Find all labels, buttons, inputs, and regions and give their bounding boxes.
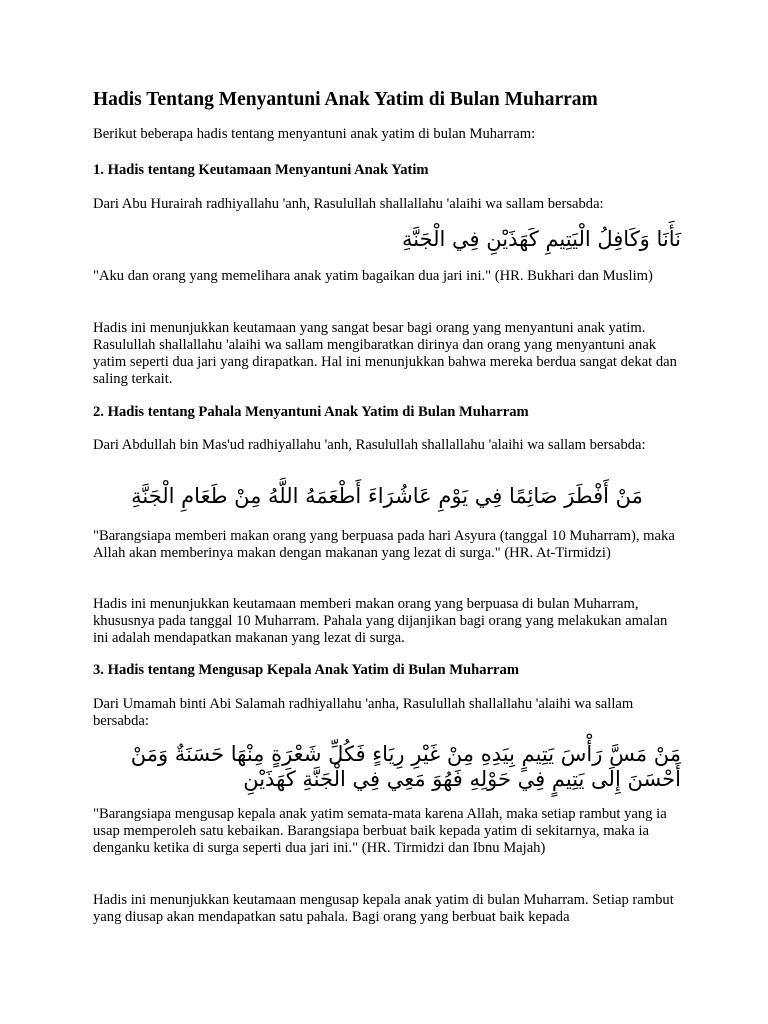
section-1-arabic: نَأَنَا وَكَافِلُ الْيَتِيمِ كَهَذَيْنِ فِي الْجَنَّةِ: [401, 227, 681, 251]
section-3-translation: "Barangsiapa mengusap kepala anak yatim semata-mata karena Allah, maka setiap rambut yang ia usap memperoleh satu kebaikan. Barangsiapa berbuat baik kepada yatim di sekitarnya, maka ia denganku ketika di surga seperti dua jari ini." (HR. Tirmidzi dan Ibnu Majah): [93, 806, 667, 856]
section-3-arabic: مَنْ مَسَّ رَأْسَ يَتِيمٍ بِيَدِهِ مِنْ غَيْرِ رِيَاءٍ فَكُلِّ شَعْرَةٍ مِنْهَا حَسَنَةٌ وَمَنْ أَحْسَنَ إِلَى يَتِيمٍ فِي حَوْلِهِ فَهُوَ مَعِي فِي الْجَنَّةِ كَهَذَيْنِ: [130, 742, 681, 791]
section-3-heading: 3. Hadis tentang Mengusap Kepala Anak Yatim di Bulan Muharram: [93, 662, 519, 678]
section-3-narration: Dari Umamah binti Abi Salamah radhiyallahu 'anha, Rasulullah shallallahu 'alaihi wa sallam bersabda:: [93, 696, 634, 729]
section-2-narration: Dari Abdullah bin Mas'ud radhiyallahu 'anh, Rasulullah shallallahu 'alaihi wa sallam bersabda:: [93, 437, 646, 453]
intro-text: Berikut beberapa hadis tentang menyantuni anak yatim di bulan Muharram:: [93, 126, 536, 142]
page-title: Hadis Tentang Menyantuni Anak Yatim di Bulan Muharram: [93, 89, 598, 110]
section-1-narration: Dari Abu Hurairah radhiyallahu 'anh, Rasulullah shallallahu 'alaihi wa sallam bersabda:: [93, 196, 604, 212]
section-1-explanation: Hadis ini menunjukkan keutamaan yang sangat besar bagi orang yang menyantuni anak yatim. Rasulullah shallallahu 'alaihi wa sallam mengibaratkan dirinya dan orang yang menyantuni anak yatim seperti dua jari yang dirapatkan. Hal ini menunjukkan bahwa mereka berdua sangat dekat dan saling terkait.: [93, 320, 677, 387]
section-2-explanation: Hadis ini menunjukkan keutamaan memberi makan orang yang berpuasa di bulan Muharram, khususnya pada tanggal 10 Muharram. Pahala yang dijanjikan bagi orang yang melakukan amalan ini adalah mendapatkan makanan yang lezat di surga.: [93, 596, 668, 646]
section-1-translation: "Aku dan orang yang memelihara anak yatim bagaikan dua jari ini." (HR. Bukhari dan Muslim): [93, 268, 653, 284]
section-2-translation: "Barangsiapa memberi makan orang yang berpuasa pada hari Asyura (tanggal 10 Muharram), maka Allah akan memberinya makan dengan makanan yang lezat di surga." (HR. At-Tirmidzi): [93, 528, 675, 561]
section-3-explanation: Hadis ini menunjukkan keutamaan mengusap kepala anak yatim di bulan Muharram. Setiap rambut yang diusap akan mendapatkan satu pahala. Bagi orang yang berbuat baik kepada: [93, 892, 674, 925]
section-2-arabic: مَنْ أَفْطَرَ صَائِمًا فِي يَوْمِ عَاشُرَاءَ أَطْعَمَهُ اللَّهُ مِنْ طَعَامِ الْجَنَّةِ: [131, 484, 643, 508]
section-1-heading: 1. Hadis tentang Keutamaan Menyantuni Anak Yatim: [93, 162, 429, 178]
section-2-heading: 2. Hadis tentang Pahala Menyantuni Anak Yatim di Bulan Muharram: [93, 404, 529, 420]
